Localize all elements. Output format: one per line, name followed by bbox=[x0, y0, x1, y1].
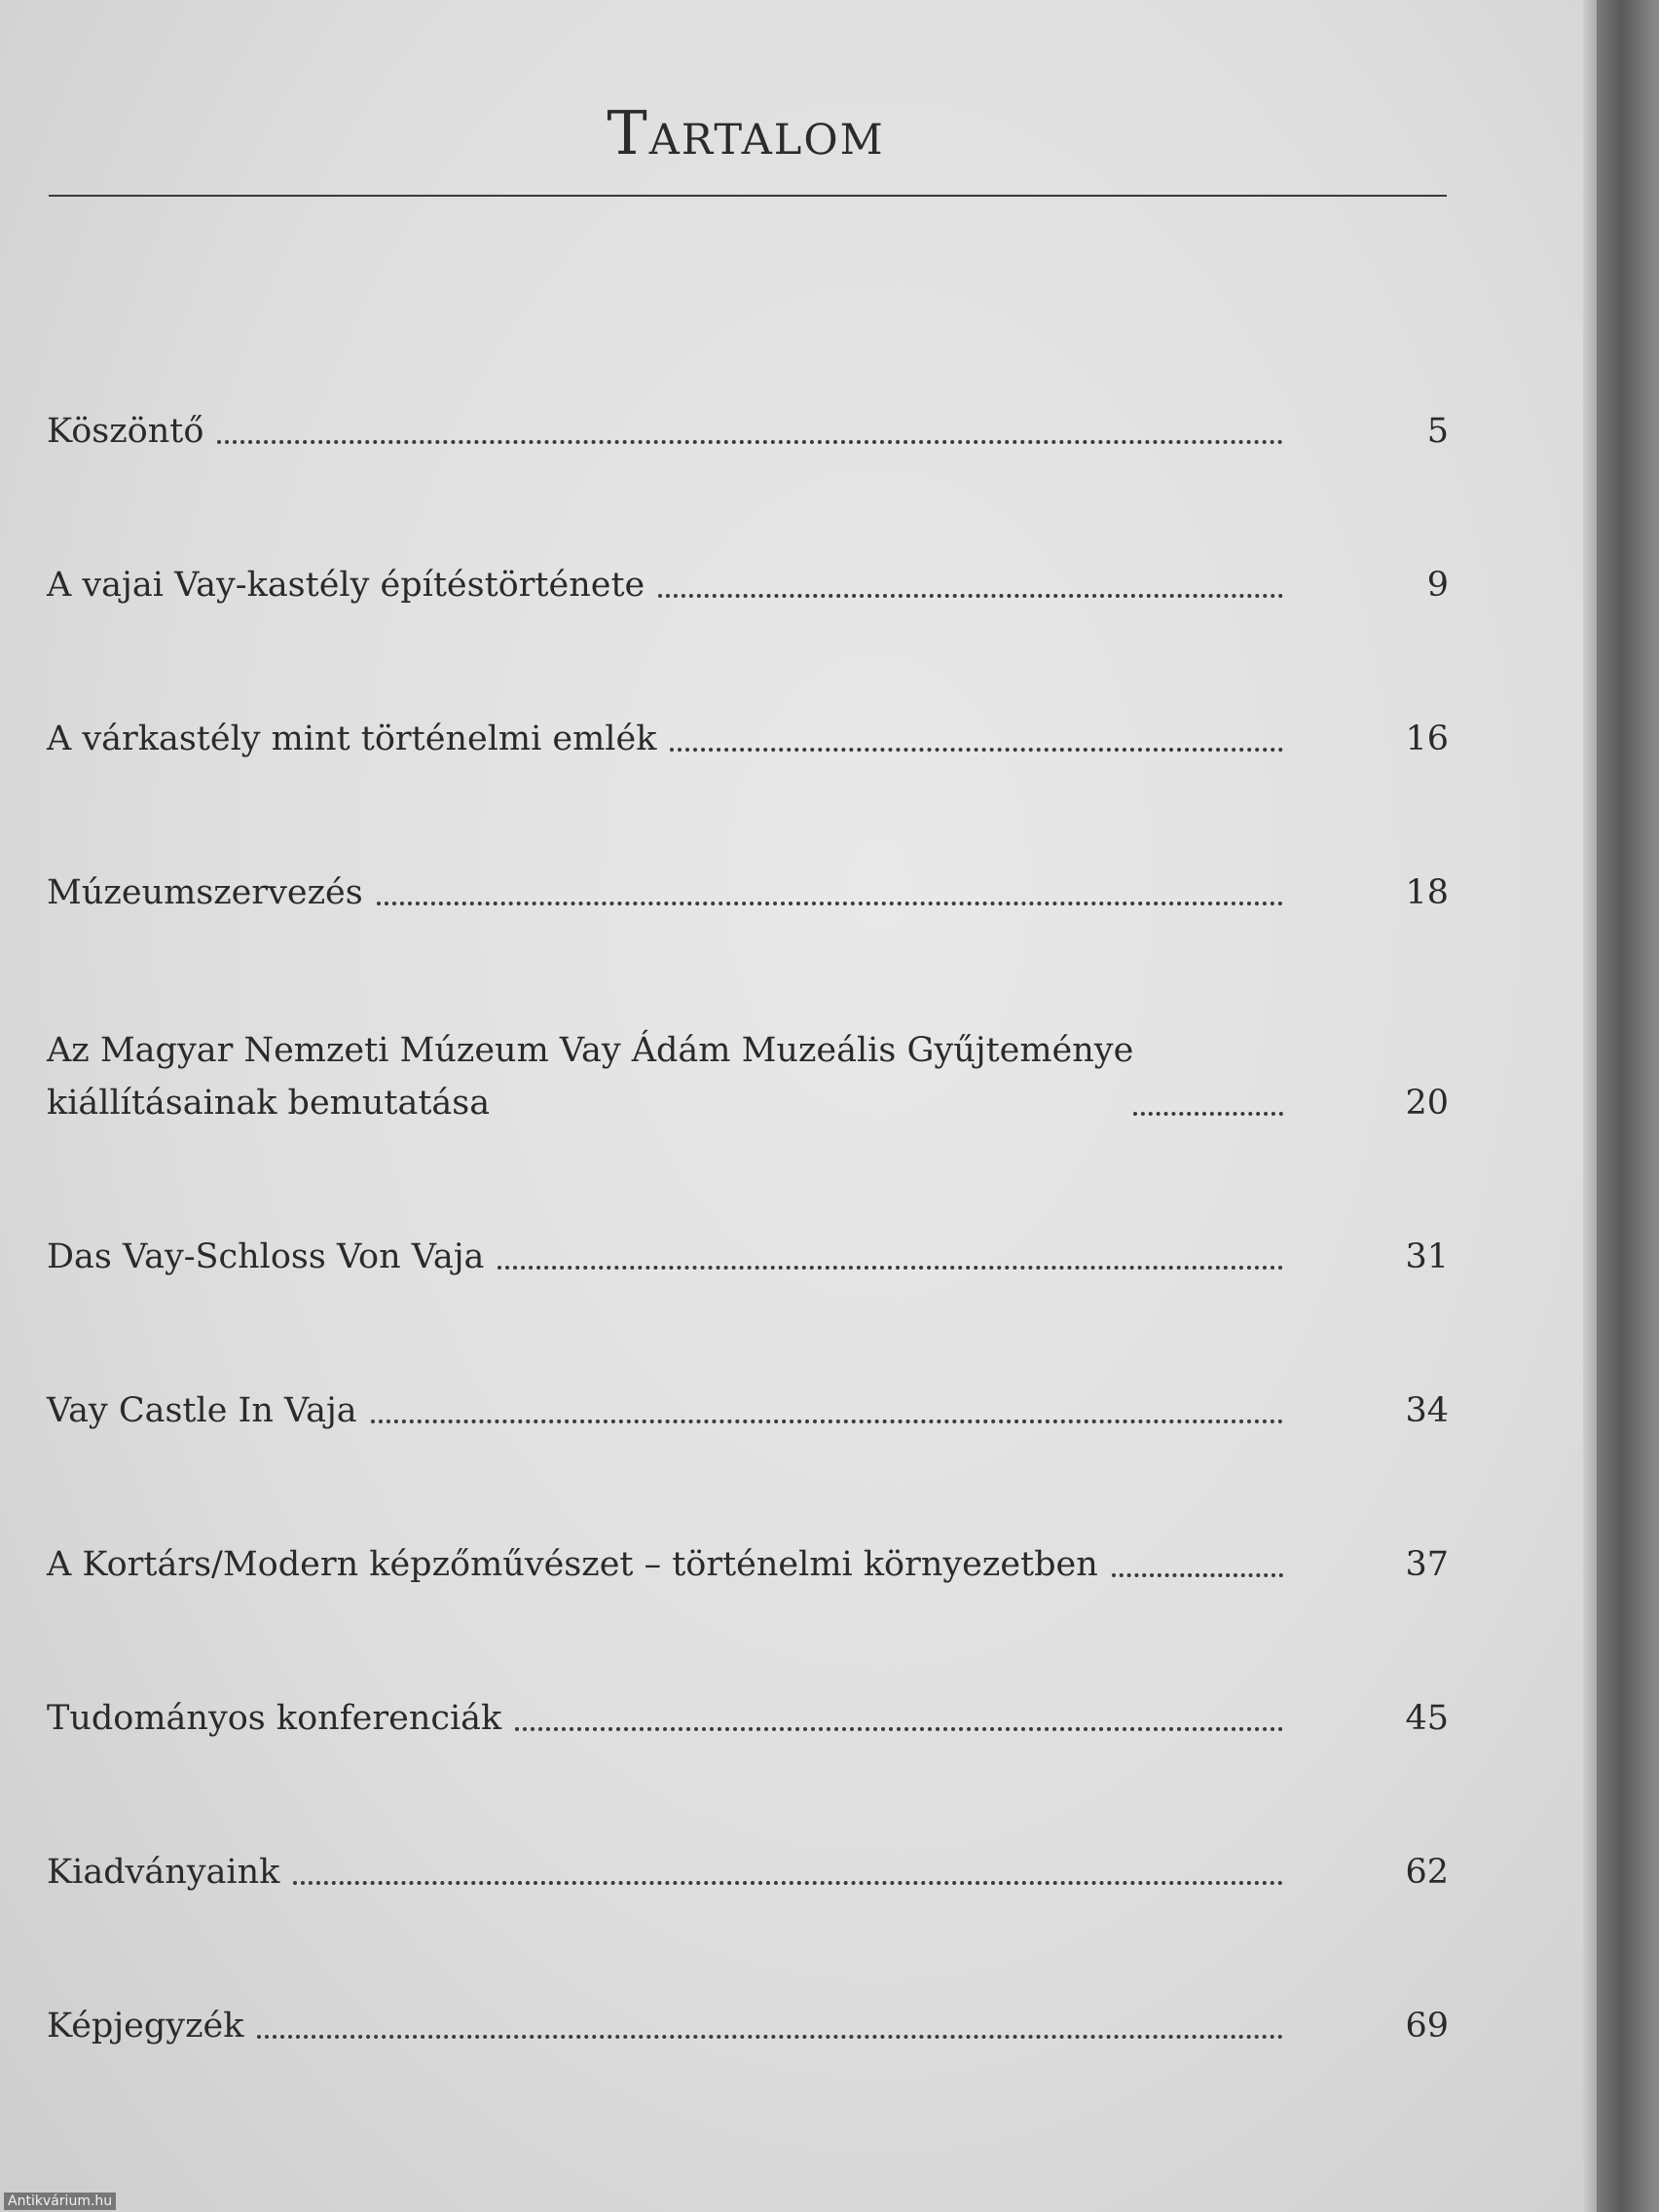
toc-entry-title: Képjegyzék bbox=[47, 2007, 244, 2046]
table-of-contents bbox=[47, 350, 1449, 2099]
title-rule bbox=[49, 195, 1447, 197]
toc-entry bbox=[47, 1330, 1449, 1437]
dot-leader bbox=[1133, 1112, 1283, 1116]
dot-leader bbox=[377, 902, 1283, 905]
dot-leader bbox=[293, 1881, 1283, 1885]
toc-page-number: 5 bbox=[1426, 412, 1449, 451]
toc-page-number: 45 bbox=[1405, 1699, 1449, 1738]
toc-page-number: 62 bbox=[1405, 1853, 1449, 1892]
toc-entry bbox=[47, 1484, 1449, 1591]
toc-entry-title-block bbox=[47, 1024, 1133, 1129]
toc-page-number: 34 bbox=[1405, 1391, 1449, 1430]
toc-entry-title: kiállításainak bemutatása bbox=[47, 1084, 491, 1123]
toc-entry bbox=[47, 966, 1449, 1129]
toc-entry bbox=[47, 350, 1449, 458]
dot-leader bbox=[515, 1727, 1283, 1731]
toc-entry bbox=[47, 1791, 1449, 1899]
dot-leader bbox=[217, 440, 1283, 444]
toc-entry-title: Das Vay-Schloss Von Vaja bbox=[47, 1237, 485, 1276]
toc-entry-title: Vay Castle In Vaja bbox=[47, 1391, 357, 1430]
toc-entry bbox=[47, 812, 1449, 919]
toc-entry-title: A várkastély mint történelmi emlék bbox=[47, 719, 657, 758]
book-spine bbox=[1597, 0, 1659, 2212]
toc-page-number: 31 bbox=[1405, 1237, 1449, 1276]
toc-page-number: 37 bbox=[1405, 1545, 1449, 1584]
toc-page-number: 18 bbox=[1405, 873, 1449, 912]
toc-entry-title: A Kortárs/Modern képzőművészet – történelmi környezetben bbox=[47, 1545, 1098, 1584]
dot-leader bbox=[1112, 1573, 1283, 1577]
toc-entry-title: A vajai Vay-kastély építéstörténete bbox=[47, 566, 645, 605]
dot-leader bbox=[371, 1419, 1283, 1423]
dot-leader bbox=[670, 748, 1283, 752]
toc-entry bbox=[47, 658, 1449, 765]
dot-leader bbox=[257, 2035, 1283, 2039]
toc-page-number: 16 bbox=[1405, 719, 1449, 758]
toc-entry bbox=[47, 1176, 1449, 1283]
dot-leader bbox=[498, 1266, 1283, 1270]
toc-entry-title: Tudományos konferenciák bbox=[47, 1699, 502, 1738]
toc-page-number: 9 bbox=[1426, 566, 1449, 605]
site-watermark: Antikvárium.hu bbox=[4, 2193, 116, 2210]
toc-entry bbox=[47, 504, 1449, 611]
toc-entry-title: Kiadványaink bbox=[47, 1853, 280, 1892]
toc-entry-title: Köszöntő bbox=[47, 412, 204, 451]
toc-entry bbox=[47, 1638, 1449, 1745]
toc-entry bbox=[47, 1945, 1449, 2052]
toc-page-number: 20 bbox=[1405, 1084, 1449, 1123]
page-title: Tartalom bbox=[607, 97, 885, 168]
dot-leader bbox=[658, 594, 1283, 598]
toc-entry-title-line1: Az Magyar Nemzeti Múzeum Vay Ádám Muzeális Gyűjteménye bbox=[47, 1031, 1134, 1070]
toc-entry-title: Múzeumszervezés bbox=[47, 873, 363, 912]
toc-page-number: 69 bbox=[1405, 2007, 1449, 2046]
